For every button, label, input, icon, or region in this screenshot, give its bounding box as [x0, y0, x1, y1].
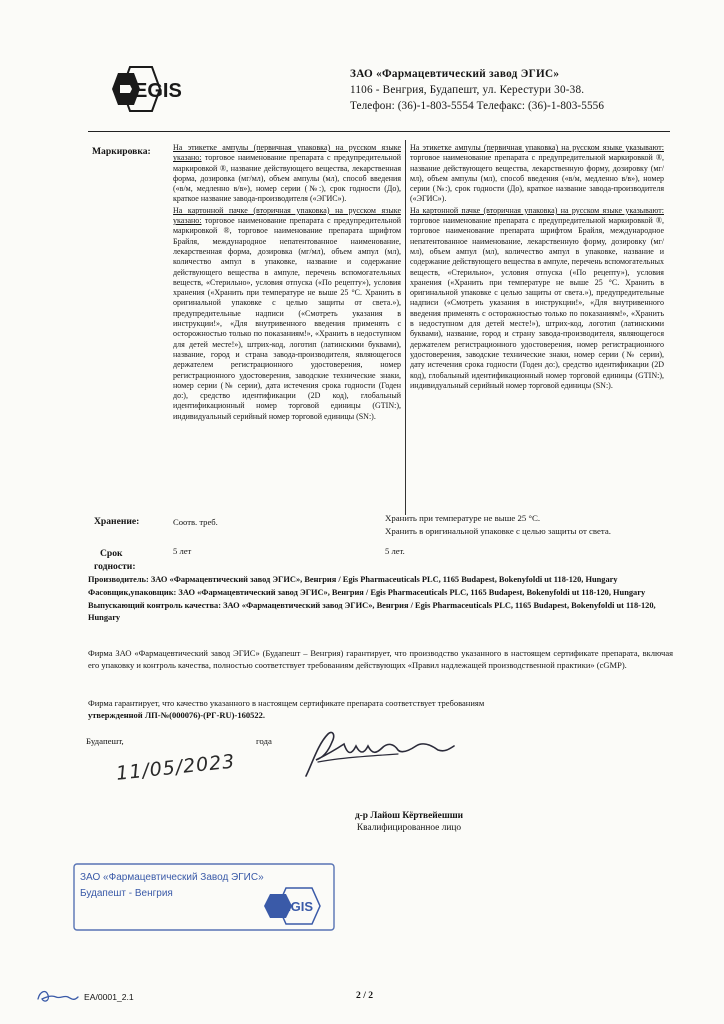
document-code: EA/0001_2.1	[84, 992, 134, 1002]
shelf-life-label-line1: Срок	[100, 548, 123, 559]
storage-right-line1: Хранить при температуре не выше 25 °С.	[385, 513, 541, 523]
signer-name: д-р Лайош Кёртвейешши	[354, 811, 464, 821]
storage-right-line2: Хранить в оригинальной упаковке с целью защиты от света.	[385, 526, 611, 536]
company-header	[350, 66, 670, 114]
storage-left: Соотв. треб.	[173, 517, 218, 527]
marking-right-p2-head: На картонной пачке (вторичная упаковка) на русском языке указывают:	[410, 205, 664, 215]
company-address: 1106 - Венгрия, Будапешт, ул. Керестури 30-38.	[350, 84, 585, 96]
initials-icon	[34, 985, 80, 1007]
marking-left-p2-body: торговое наименование препарата с предупредительной маркировкой ®, торговое наименование препарата шрифтом Брайля, международное непатентованное наименование, лекарственная форма, дозировка (мг/мл), объем ампул (мл), количество ампул в упаковке, название и содержание действующего вещества в ампуле, перечень вспомогательных веществ, «Стерильно», условия отпуска («По рецепту»), условия хранения («Хранить при температуре не выше 25 °С. Хранить в оригинальной упаковке с целью защиты от света.»), предупредительные надписи («Смотреть указания в инструкции!», «Для внутривенного введения применять с осторожностью только по показаниям!», «Хранить в недоступном для детей месте!»), штрих-код, логотип (латинскими буквами), название, город и страна завода-производителя, являющегося держателем регистрационного удостоверения, номер регистрационного удостоверения, заводские технические знаки, номер серии (№ серии), дата истечения срока годности (Годен до:), средство идентификации (2D код), глобальный идентификационный номер торговой единицы (GTIN:), индивидуальный серийный номер торговой единицы (SN:).	[173, 216, 401, 421]
marking-right-p1-head: На этикетке ампулы (первичная упаковка) на русском языке указывают:	[410, 143, 664, 152]
storage-label: Хранение:	[94, 516, 140, 527]
marking-left-p1-body: торговое наименование препарата с предупредительной маркировкой ®, название действующего вещества, лекарственная форма, дозировка (мг/мл), объем ампулы (мл), способ введения («в/м, медленно в/в»), номер серии (№:), срок годности (До), краткое название завода-производителя («ЭГИС»).	[173, 153, 401, 204]
signer-title: Квалифицированное лицо	[356, 823, 462, 833]
producer-line: Производитель: ЗАО «Фармацевтический завод ЭГИС», Венгрия / Egis Pharmaceuticals PLC, 1165 Budapest, Bokenyfoldi ut 118-120, Hungary	[88, 575, 618, 584]
marking-label: Маркировка:	[92, 146, 151, 157]
egis-logo	[104, 63, 208, 115]
packager-line: Фасовщик,упаковщик: ЗАО «Фармацевтический завод ЭГИС», Венгрия / Egis Pharmaceuticals PLC, 1165 Budapest, Bokenyfoldi ut 118-120, Hungary	[88, 587, 646, 597]
stamp-logo-text: EGIS	[282, 899, 314, 914]
quality-guarantee-line2: утвержденной ЛП-№(000076)-(РГ-RU)-160522.	[88, 709, 265, 720]
storage-right	[385, 512, 675, 538]
shelf-life-label-line2: годности:	[94, 561, 136, 572]
column-divider	[405, 140, 406, 515]
quality-guarantee-line1: Фирма гарантирует, что качество указанного в настоящем сертификате препарата соответствует требованиям	[88, 698, 485, 708]
page-number: 2 / 2	[356, 990, 374, 1001]
shelf-life-label	[94, 547, 136, 573]
city-label: Будапешт,	[86, 736, 124, 746]
marking-right-p2-body: торговое наименование препарата с предупредительной маркировкой ®, торговое наименование препарата шрифтом Брайля, международное непатентованное наименование, лекарственную форму, дозировку (мг/мл), объем ампул (мл), количество ампул в упаковке, название и содержание действующего вещества в ампуле, перечень вспомогательных веществ, «Стерильно», условия отпуска («По рецепту»), условия хранения («Хранить при температуре не выше 25 °С. Хранить в оригинальной упаковке с целью защиты от света.»), предупредительные надписи («Смотреть указания в инструкции!», «Для внутривенного введения применять с осторожностью только по показаниям!», «Хранить в недоступном для детей месте!»), штрих-код, логотип (латинскими буквами), название, город и страну завода-производителя, являющегося держателем регистрационного удостоверения, номер регистрационного удостоверения, заводские технические знаки, номер серии (№ серии), дату истечения срока годности (Годен до:), средство идентификации (2D код), глобальный идентификационный номер торговой единицы (GTIN:), индивидуальный серийный номер торговой единицы (SN:).	[410, 216, 664, 390]
signature-icon	[298, 724, 458, 784]
marking-left-p2-head: На картонной пачке (вторичная упаковка) на русском языке указано:	[173, 205, 401, 226]
marking-left-p1-head: На этикетке ампулы (первичная упаковка) на русском языке указано:	[173, 143, 401, 163]
year-word: года	[256, 736, 272, 746]
stamp-line2: Будапешт - Венгрия	[80, 888, 173, 899]
gmp-guarantee: Фирма ЗАО «Фармацевтический завод ЭГИС» (Будапешт – Венгрия) гарантирует, что производство указанного в настоящем сертификате препарата, включая его упаковку и контроль качества, полностью соответствует требованиям действующих «Правил надлежащей производственной практики» (cGMP).	[88, 648, 673, 670]
marking-left-column	[173, 143, 401, 422]
stamp-line1: ЗАО «Фармацевтический Завод ЭГИС»	[80, 872, 264, 883]
header-divider	[88, 131, 670, 132]
company-name: ЗАО «Фармацевтический завод ЭГИС»	[350, 68, 560, 80]
shelf-life-right: 5 лет.	[385, 546, 405, 556]
company-phone: Телефон: (36)-1-803-5554 Телефакс: (36)-1-803-5556	[350, 100, 605, 112]
egis-logo-icon	[104, 63, 208, 115]
company-stamp	[72, 862, 336, 932]
handwritten-date	[112, 748, 242, 788]
stamp-icon	[72, 862, 336, 932]
quality-control-line: Выпускающий контроль качества: ЗАО «Фармацевтический завод ЭГИС», Венгрия / Egis Pharmaceuticals PLC, 1165 Budapest, Bokenyfoldi ut 118-120, Hungary	[88, 600, 656, 623]
manufacturers-block	[88, 574, 673, 625]
marking-right-column	[410, 143, 664, 391]
shelf-life-left: 5 лет	[173, 546, 192, 556]
signer-block	[334, 810, 484, 834]
quality-guarantee	[88, 698, 673, 721]
marking-right-p1-body: торговое наименование препарата с предупредительной маркировкой ®, название действующего вещества, лекарственную форму, дозировку (мг/мл), объем ампулы (мл), способ введения («в/м, медленно в/в»), номер серии (№:), срок годности (До), краткое название завода-производителя («ЭГИС»).	[410, 153, 664, 204]
logo-text: EGIS	[134, 80, 182, 102]
handwritten-date-text: 11/05/2023	[115, 750, 237, 785]
